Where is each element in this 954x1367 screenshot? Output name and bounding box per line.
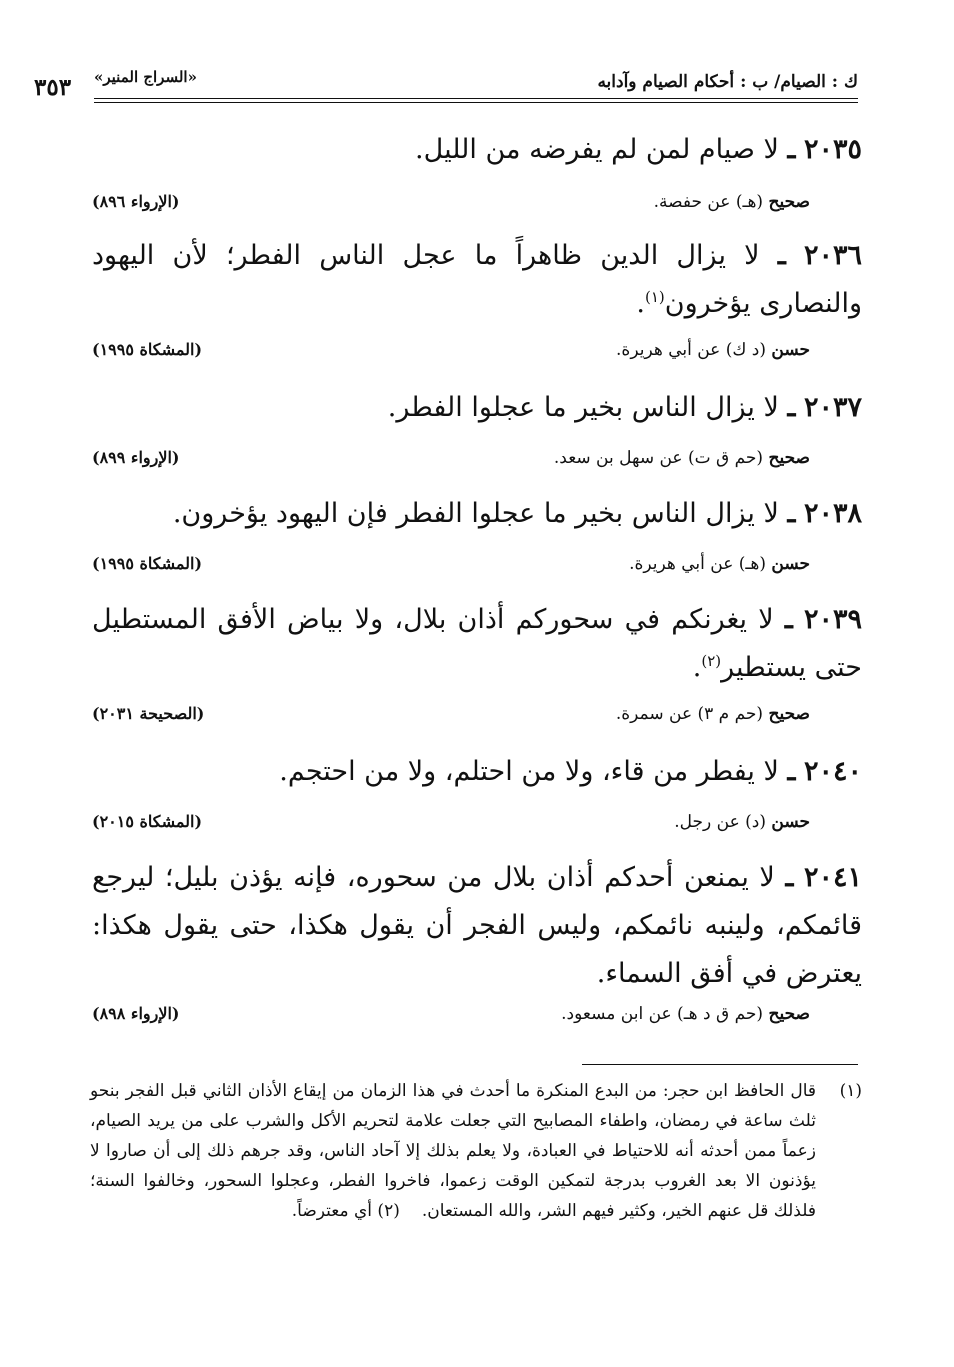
hadith-number: ٢٠٤٠ bbox=[803, 756, 862, 787]
hadith-dash: ـ bbox=[787, 756, 796, 787]
hadith-source-row bbox=[92, 554, 810, 582]
hadith-entry bbox=[92, 384, 862, 432]
hadith-dash: ـ bbox=[785, 862, 794, 893]
footnotes bbox=[90, 1076, 862, 1226]
hadith-dash: ـ bbox=[787, 498, 796, 529]
footnote-1-text: قال الحافظ ابن حجر: من البدع المنكرة ما أحدث في هذا الزمان من إيقاع الأذان الثاني قبل الفجر بنحو ثلث ساعة في رمضان، واطفاء المصابيح التي جعلت علامة لتحريم الأكل والشرب على من يريد الصيام، زعماً ممن أحدثه أنه للاحتياط في العبادة، ولا يعلم بذلك إلا آحاد الناس، وقد جرهم ذلك إلى أن صاروا لا يؤذنون الا بعد الغروب بدرجة لتمكين الوقت زعموا، فاخروا الفطر، وعجلوا السحور، وخالفوا السنة؛ فلذلك قل عنهم الخير، وكثير فيهم الشر، والله المستعان. bbox=[90, 1081, 816, 1221]
hadith-source: (هـ) عن أبي هريرة. bbox=[629, 554, 766, 574]
hadith-source-row bbox=[92, 448, 810, 476]
header-rule-secondary bbox=[94, 102, 858, 103]
footnote-separator bbox=[582, 1064, 858, 1065]
hadith-dash: ـ bbox=[787, 134, 796, 165]
hadith-entry bbox=[92, 126, 862, 174]
hadith-text: لا يفطر من قاء، ولا من احتلم، ولا من احتجم. bbox=[279, 756, 779, 787]
hadith-text: لا صيام لمن لم يفرضه من الليل. bbox=[415, 134, 779, 165]
footnote-reference[interactable]: (٢) bbox=[701, 652, 722, 670]
hadith-text: لا يمنعن أحدكم أذان بلال من سحوره، فإنه يؤذن بليل؛ ليرجع قائمكم، ولينبه نائمكم، وليس الفجر أن يقول هكذا، حتى يقول هكذا: يعترض في أفق السماء. bbox=[92, 862, 862, 989]
hadith-source: (هـ) عن حفصة. bbox=[653, 192, 764, 212]
hadith-text: لا يزال الدين ظاهراً ما عجل الناس الفطر؛ لأن اليهود والنصارى يؤخرون bbox=[92, 240, 862, 319]
hadith-reference: (المشكاة ٢٠١٥) bbox=[92, 812, 203, 831]
hadith-source: (حم ق د هـ) عن ابن مسعود. bbox=[561, 1004, 764, 1024]
hadith-grade: صحيح bbox=[768, 1004, 810, 1024]
hadith-reference: (الإرواء ٨٩٨) bbox=[92, 1004, 180, 1023]
hadith-entry bbox=[92, 232, 862, 328]
hadith-reference: (المشكاة ١٩٩٥) bbox=[92, 340, 203, 359]
chapter-heading: ك : الصيام/ ب : أحكام الصيام وآدابه bbox=[597, 72, 858, 92]
hadith-source: (حم ق ت) عن سهل بن سعد. bbox=[553, 448, 764, 468]
hadith-number: ٢٠٣٥ bbox=[803, 134, 862, 165]
footnote-1 bbox=[90, 1076, 862, 1226]
footnote-2-mark: (٢) bbox=[377, 1201, 400, 1221]
hadith-grade: صحيح bbox=[768, 192, 810, 212]
hadith-text: لا يغرنكم في سحوركم أذان بلال، ولا بياض الأفق المستطيل حتى يستطير bbox=[92, 604, 862, 683]
page-header bbox=[34, 60, 858, 101]
hadith-entry bbox=[92, 854, 862, 998]
hadith-reference: (الإرواء ٨٩٦) bbox=[92, 192, 180, 211]
hadith-source-row bbox=[92, 340, 810, 368]
hadith-reference: (الصحيحة ٢٠٣١) bbox=[92, 704, 205, 723]
hadith-grade-source bbox=[674, 812, 810, 832]
hadith-grade: صحيح bbox=[768, 448, 810, 468]
footnote-reference[interactable]: (١) bbox=[644, 288, 665, 306]
hadith-number: ٢٠٣٩ bbox=[803, 604, 862, 635]
hadith-grade-source bbox=[554, 448, 810, 468]
hadith-grade: حسن bbox=[771, 554, 810, 574]
hadith-text: لا يزال الناس بخير ما عجلوا الفطر فإن اليهود يؤخرون. bbox=[172, 498, 779, 529]
hadith-source-row bbox=[92, 704, 810, 732]
hadith-source-row bbox=[92, 812, 810, 840]
hadith-text-tail: . bbox=[636, 288, 645, 319]
hadith-dash: ـ bbox=[784, 604, 793, 635]
hadith-number: ٢٠٣٨ bbox=[803, 498, 862, 529]
hadith-entry bbox=[92, 596, 862, 692]
hadith-source-row bbox=[92, 1004, 810, 1032]
hadith-grade: حسن bbox=[771, 812, 810, 832]
hadith-dash: ـ bbox=[777, 240, 786, 271]
footnote-1-mark: (١) bbox=[839, 1081, 862, 1101]
hadith-number: ٢٠٤١ bbox=[803, 862, 862, 893]
hadith-grade-source bbox=[561, 1004, 810, 1024]
hadith-number: ٢٠٣٧ bbox=[803, 392, 862, 423]
hadith-grade-source bbox=[616, 340, 810, 360]
hadith-reference: (المشكاة ١٩٩٥) bbox=[92, 554, 203, 573]
hadith-number: ٢٠٣٦ bbox=[803, 240, 862, 271]
hadith-source: (حم م ٣) عن سمرة. bbox=[615, 704, 764, 724]
hadith-source-row bbox=[92, 192, 810, 220]
hadith-grade-source bbox=[616, 704, 810, 724]
hadith-entry bbox=[92, 748, 862, 796]
footnote-2-text: أي معترضاً. bbox=[291, 1201, 373, 1221]
hadith-source: (د) عن رجل. bbox=[674, 812, 766, 832]
book-title: «السراج المنير» bbox=[94, 68, 197, 86]
hadith-text: لا يزال الناس بخير ما عجلوا الفطر. bbox=[387, 392, 779, 423]
hadith-grade-source bbox=[629, 554, 810, 574]
hadith-reference: (الإرواء ٨٩٩) bbox=[92, 448, 180, 467]
hadith-grade: حسن bbox=[771, 340, 810, 360]
hadith-text-tail: . bbox=[692, 652, 702, 683]
hadith-grade-source bbox=[654, 192, 810, 212]
page-number: ٣٥٣ bbox=[34, 74, 72, 101]
hadith-dash: ـ bbox=[787, 392, 796, 423]
header-rule bbox=[94, 98, 858, 99]
hadith-entry bbox=[92, 490, 862, 538]
hadith-source: (د ك) عن أبي هريرة. bbox=[616, 340, 766, 360]
hadith-grade: صحيح bbox=[768, 704, 810, 724]
